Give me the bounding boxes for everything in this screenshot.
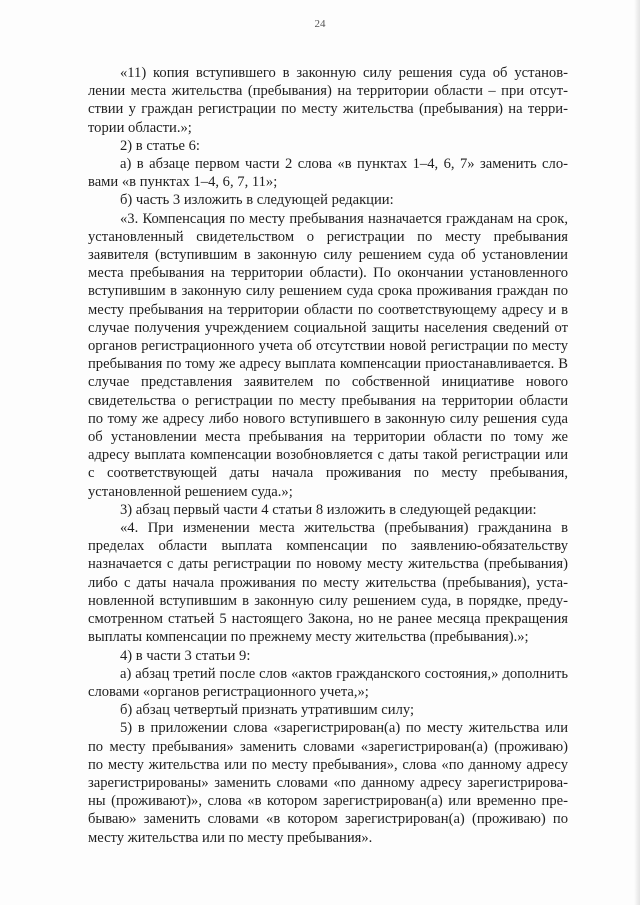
- paragraph-appendix: 5) в приложении слова «зарегистрирован(а) по месту жительства или по месту пребывания» заменить словами «зарегистрирован(а) (проживаю) по месту жительства или по месту пребывания», слова «по данному адресу зарегистрированы» заменить словами «по данному адресу зарегистрированы (проживают)», слова «в котором зарегистрирован(а) или временно пребываю» заменить словами «в котором зарегистрирован(а) (проживаю) по месту жительства или по месту пребывания».: [88, 720, 568, 846]
- paragraph-article-8: 3) абзац первый части 4 статьи 8 изложить в следующей редакции:: [120, 501, 537, 518]
- paragraph-article-6-a: а) в абзаце первом части 2 слова «в пунктах 1–4, 6, 7» заменить словами «в пунктах 1–4, 6, 7, 11»;: [88, 156, 568, 191]
- paragraph-article-9: 4) в части 3 статьи 9:: [120, 647, 251, 664]
- paragraph-article-9-b: б) абзац четвертый признать утратившим силу;: [120, 702, 415, 719]
- page-edge-shadow: [634, 0, 640, 905]
- paragraph-part-3-text: «3. Компенсация по месту пребывания назначается гражданам на срок, установленный свидетельством о регистрации по месту пребывания заявителя (вступившим в законную силу решением суда об установлении места пребывания на территории области). По окончании установленного вступившим в законную силу решением суда срока проживания граждан по месту пребывания на территории области по соответствующему адресу и в случае получения учреждением социальной защиты населения сведений от органов регистрационного учета об отсутствии новой регистрации по месту пребывания по тому же адресу выплата компенсации приостанавливается. В случае представления заявителем по собственной инициативе нового свидетельства о регистрации по месту пребывания на территории области по тому же адресу либо нового вступившего в законную силу решения суда об установлении места пребывания на территории области по тому же адресу выплата компенсации возобновляется с даты такой регистрации или с соответствующей даты начала проживания по месту пребывания, установленной решением суда.»;: [88, 210, 568, 500]
- page-number: 24: [314, 18, 326, 30]
- paragraph-item-11: «11) копия вступившего в законную силу решения суда об установлении места жительства (пребывания) на территории области – при отсутствии у граждан регистрации по месту жительства (пребывания) на территории области.»;: [88, 65, 568, 136]
- paragraph-part-4-text: «4. При изменении места жительства (пребывания) гражданина в пределах области выплата компенсации по заявлению-обязательству назначается с даты регистрации по новому месту жительства (пребывания) либо с даты начала проживания по месту жительства (пребывания), установленной вступившим в законную силу решением суда, в порядке, предусмотренном статьей 5 настоящего Закона, но не ранее месяца прекращения выплаты компенсации по прежнему месту жительства (пребывания).»;: [88, 520, 568, 646]
- document-body: [88, 64, 568, 847]
- paragraph-article-6: 2) в статье 6:: [120, 137, 200, 154]
- paragraph-article-6-b: б) часть 3 изложить в следующей редакции:: [120, 192, 394, 209]
- paragraph-article-9-a: а) абзац третий после слов «актов гражданского состояния,» дополнить словами «органов регистрационного учета,»;: [88, 665, 568, 700]
